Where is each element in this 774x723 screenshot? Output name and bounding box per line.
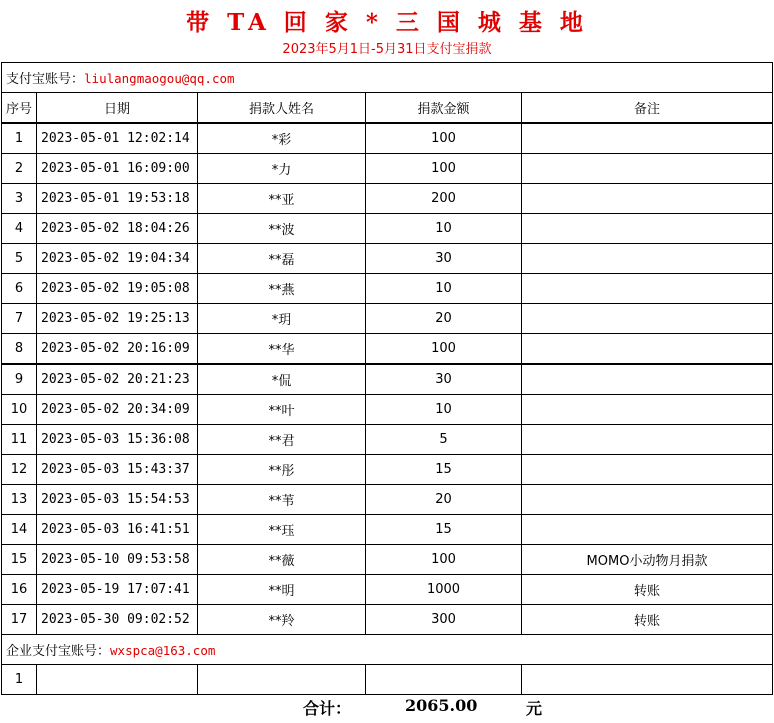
cell-index: 2 <box>2 154 37 184</box>
table-row <box>2 665 773 695</box>
page-subtitle: 2023年5月1日-5月31日支付宝捐款 <box>282 42 492 57</box>
cell-amount: 30 <box>366 364 522 395</box>
cell-name: *侃 <box>198 364 366 395</box>
cell-index: 9 <box>2 364 37 395</box>
cell-amount: 15 <box>366 455 522 485</box>
cell-date: 2023-05-01 12:02:14 <box>37 123 198 154</box>
cell-index: 12 <box>2 455 37 485</box>
cell-note: MOMO小动物月捐款 <box>522 545 773 575</box>
cell-amount: 30 <box>366 244 522 274</box>
table-row <box>2 515 773 545</box>
cell-date: 2023-05-02 20:16:09 <box>37 334 198 365</box>
table-row <box>2 154 773 184</box>
cell-amount: 100 <box>366 123 522 154</box>
table-row <box>2 545 773 575</box>
total-row <box>0 696 774 720</box>
cell-date: 2023-05-10 09:53:58 <box>37 545 198 575</box>
cell-name: **磊 <box>198 244 366 274</box>
cell-index: 17 <box>2 605 37 635</box>
table-row <box>2 485 773 515</box>
table-row <box>2 123 773 154</box>
cell-name: **波 <box>198 214 366 244</box>
cell-index: 15 <box>2 545 37 575</box>
cell-note <box>522 515 773 545</box>
cell-index: 16 <box>2 575 37 605</box>
cell-date: 2023-05-01 16:09:00 <box>37 154 198 184</box>
total-label: 合计： <box>303 699 352 718</box>
cell-note: 转账 <box>522 605 773 635</box>
cell-date: 2023-05-02 18:04:26 <box>37 214 198 244</box>
cell-amount: 10 <box>366 395 522 425</box>
cell-amount: 1000 <box>366 575 522 605</box>
cell-note <box>522 154 773 184</box>
cell-amount: 100 <box>366 545 522 575</box>
cell-note: 转账 <box>522 575 773 605</box>
cell-note <box>522 485 773 515</box>
cell-amount: 300 <box>366 605 522 635</box>
cell-date: 2023-05-30 09:02:52 <box>37 605 198 635</box>
cell-amount: 15 <box>366 515 522 545</box>
cell-date: 2023-05-02 20:21:23 <box>37 364 198 395</box>
cell-name: **君 <box>198 425 366 455</box>
table-row <box>2 605 773 635</box>
table-row <box>2 274 773 304</box>
cell-amount: 100 <box>366 154 522 184</box>
cell-amount <box>366 665 522 695</box>
cell-index: 3 <box>2 184 37 214</box>
enterprise-account-label: 企业支付宝账号： <box>6 644 111 659</box>
table-row <box>2 425 773 455</box>
total-unit: 元 <box>526 699 543 718</box>
cell-note <box>522 665 773 695</box>
cell-date: 2023-05-03 15:36:08 <box>37 425 198 455</box>
cell-name: **珏 <box>198 515 366 545</box>
cell-index: 1 <box>2 665 37 695</box>
table-row <box>2 455 773 485</box>
cell-note <box>522 123 773 154</box>
header-name: 捐款人姓名 <box>198 93 366 124</box>
cell-name: *彩 <box>198 123 366 154</box>
cell-amount: 200 <box>366 184 522 214</box>
cell-note <box>522 455 773 485</box>
cell-name: **彤 <box>198 455 366 485</box>
alipay-account-row <box>2 63 773 93</box>
cell-index: 8 <box>2 334 37 365</box>
table-row <box>2 334 773 365</box>
cell-name: **苇 <box>198 485 366 515</box>
cell-amount: 20 <box>366 304 522 334</box>
cell-index: 13 <box>2 485 37 515</box>
page-title: 带 TA 回 家 * 三 国 城 基 地 <box>186 9 588 36</box>
cell-note <box>522 334 773 365</box>
cell-note <box>522 274 773 304</box>
cell-amount: 10 <box>366 274 522 304</box>
table-row <box>2 575 773 605</box>
cell-note <box>522 364 773 395</box>
cell-index: 7 <box>2 304 37 334</box>
table-row <box>2 244 773 274</box>
table-row <box>2 364 773 395</box>
cell-date <box>37 665 198 695</box>
enterprise-account-value: wxspca@163.com <box>110 643 216 658</box>
header-note: 备注 <box>522 93 773 124</box>
cell-date: 2023-05-02 19:04:34 <box>37 244 198 274</box>
total-value: 2065.00 <box>405 696 478 715</box>
cell-index: 6 <box>2 274 37 304</box>
cell-name: *力 <box>198 154 366 184</box>
cell-date: 2023-05-03 15:43:37 <box>37 455 198 485</box>
cell-name <box>198 665 366 695</box>
cell-date: 2023-05-02 19:05:08 <box>37 274 198 304</box>
table-row <box>2 184 773 214</box>
cell-index: 11 <box>2 425 37 455</box>
header-amount: 捐款金额 <box>366 93 522 124</box>
cell-amount: 100 <box>366 334 522 365</box>
alipay-account-value: liulangmaogou@qq.com <box>84 71 235 86</box>
cell-amount: 10 <box>366 214 522 244</box>
cell-date: 2023-05-01 19:53:18 <box>37 184 198 214</box>
table-row <box>2 395 773 425</box>
cell-name: **叶 <box>198 395 366 425</box>
cell-name: **薇 <box>198 545 366 575</box>
table-header-row <box>2 93 773 124</box>
cell-note <box>522 425 773 455</box>
header-date: 日期 <box>37 93 198 124</box>
cell-amount: 20 <box>366 485 522 515</box>
cell-name: **燕 <box>198 274 366 304</box>
cell-index: 1 <box>2 123 37 154</box>
cell-date: 2023-05-19 17:07:41 <box>37 575 198 605</box>
cell-name: **亚 <box>198 184 366 214</box>
cell-date: 2023-05-02 20:34:09 <box>37 395 198 425</box>
enterprise-account-row <box>2 635 773 665</box>
cell-index: 4 <box>2 214 37 244</box>
donation-table <box>1 62 773 695</box>
cell-index: 14 <box>2 515 37 545</box>
cell-note <box>522 244 773 274</box>
cell-note <box>522 214 773 244</box>
cell-name: *玥 <box>198 304 366 334</box>
cell-date: 2023-05-03 15:54:53 <box>37 485 198 515</box>
cell-date: 2023-05-02 19:25:13 <box>37 304 198 334</box>
cell-note <box>522 304 773 334</box>
table-row <box>2 214 773 244</box>
header-index: 序号 <box>2 93 37 124</box>
cell-name: **明 <box>198 575 366 605</box>
cell-note <box>522 184 773 214</box>
cell-index: 10 <box>2 395 37 425</box>
cell-amount: 5 <box>366 425 522 455</box>
cell-date: 2023-05-03 16:41:51 <box>37 515 198 545</box>
cell-name: **羚 <box>198 605 366 635</box>
cell-note <box>522 395 773 425</box>
table-row <box>2 304 773 334</box>
cell-name: **华 <box>198 334 366 365</box>
cell-index: 5 <box>2 244 37 274</box>
alipay-account-label: 支付宝账号： <box>6 72 85 87</box>
